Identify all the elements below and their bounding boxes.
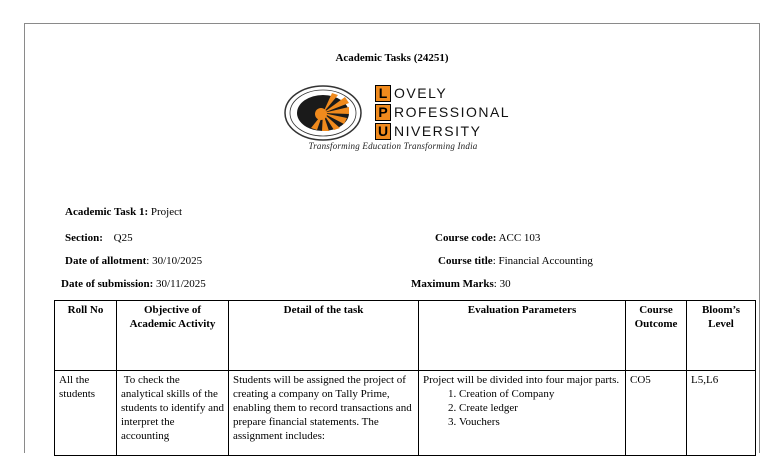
course-code-field <box>435 232 540 244</box>
evaluation-list <box>423 387 621 429</box>
header-roll-no: Roll No <box>55 301 117 371</box>
cell-objective: To check the analytical skills of the students to identify and interpret the accounting <box>117 371 229 456</box>
academic-tasks-table <box>54 300 756 456</box>
cell-roll-no: All the students <box>55 371 117 456</box>
list-item: 1. Creation of Company <box>459 387 621 401</box>
field-label: Maximum Marks <box>411 278 494 290</box>
field-label: Date of allotment <box>65 255 147 267</box>
university-logo <box>281 81 511 153</box>
date-allotment-field <box>65 255 202 267</box>
cell-detail: Students will be assigned the project of creating a company on Tally Prime, enabling them to record transactions and prepare financial statements. The assignment includes: <box>229 371 419 456</box>
field-label: Course title <box>438 255 493 267</box>
header-blooms-level: Bloom’s Level <box>687 301 756 371</box>
logo-row-lovely <box>375 84 510 102</box>
header-detail: Detail of the task <box>229 301 419 371</box>
table-header-row <box>55 301 756 371</box>
max-marks-field <box>411 278 511 290</box>
list-item: 3. Vouchers <box>459 415 621 429</box>
logo-initial: U <box>375 123 391 140</box>
academic-task-field <box>65 206 182 218</box>
cell-evaluation <box>419 371 626 456</box>
logo-row-university <box>375 122 510 140</box>
field-label: Date of submission: <box>61 278 154 290</box>
logo-initial: L <box>375 85 391 102</box>
header-objective: Objective of Academic Activity <box>117 301 229 371</box>
field-value: : 30 <box>493 278 511 290</box>
field-value: : 30/10/2025 <box>146 255 203 267</box>
field-label: Section: <box>65 232 103 244</box>
logo-word: ROFESSIONAL <box>394 104 511 120</box>
logo-tagline: Transforming Education Transforming India <box>308 141 478 151</box>
date-submission-field <box>61 278 206 290</box>
evaluation-intro: Project will be divided into four major parts. <box>423 374 620 386</box>
document-title: Academic Tasks (24251) <box>335 52 449 64</box>
field-value: Project <box>150 206 183 218</box>
field-value: : Financial Accounting <box>492 255 593 267</box>
header-evaluation: Evaluation Parameters <box>419 301 626 371</box>
header-course-outcome: Course Outcome <box>626 301 687 371</box>
field-value: 30/11/2025 <box>156 278 206 290</box>
university-emblem-icon <box>283 83 369 141</box>
field-label: Course code: <box>435 232 497 244</box>
field-value: ACC 103 <box>498 232 541 244</box>
logo-word: NIVERSITY <box>394 123 482 139</box>
logo-word: OVELY <box>394 85 448 101</box>
cell-course-outcome: CO5 <box>626 371 687 456</box>
logo-row-professional <box>375 103 510 121</box>
cell-blooms-level: L5,L6 <box>687 371 756 456</box>
field-value: Q25 <box>113 232 133 244</box>
section-field <box>65 232 133 244</box>
course-title-field <box>438 255 593 267</box>
logo-initial: P <box>375 104 391 121</box>
list-item: 2. Create ledger <box>459 401 621 415</box>
table-row <box>55 371 756 456</box>
field-label: Academic Task 1: <box>65 206 149 218</box>
